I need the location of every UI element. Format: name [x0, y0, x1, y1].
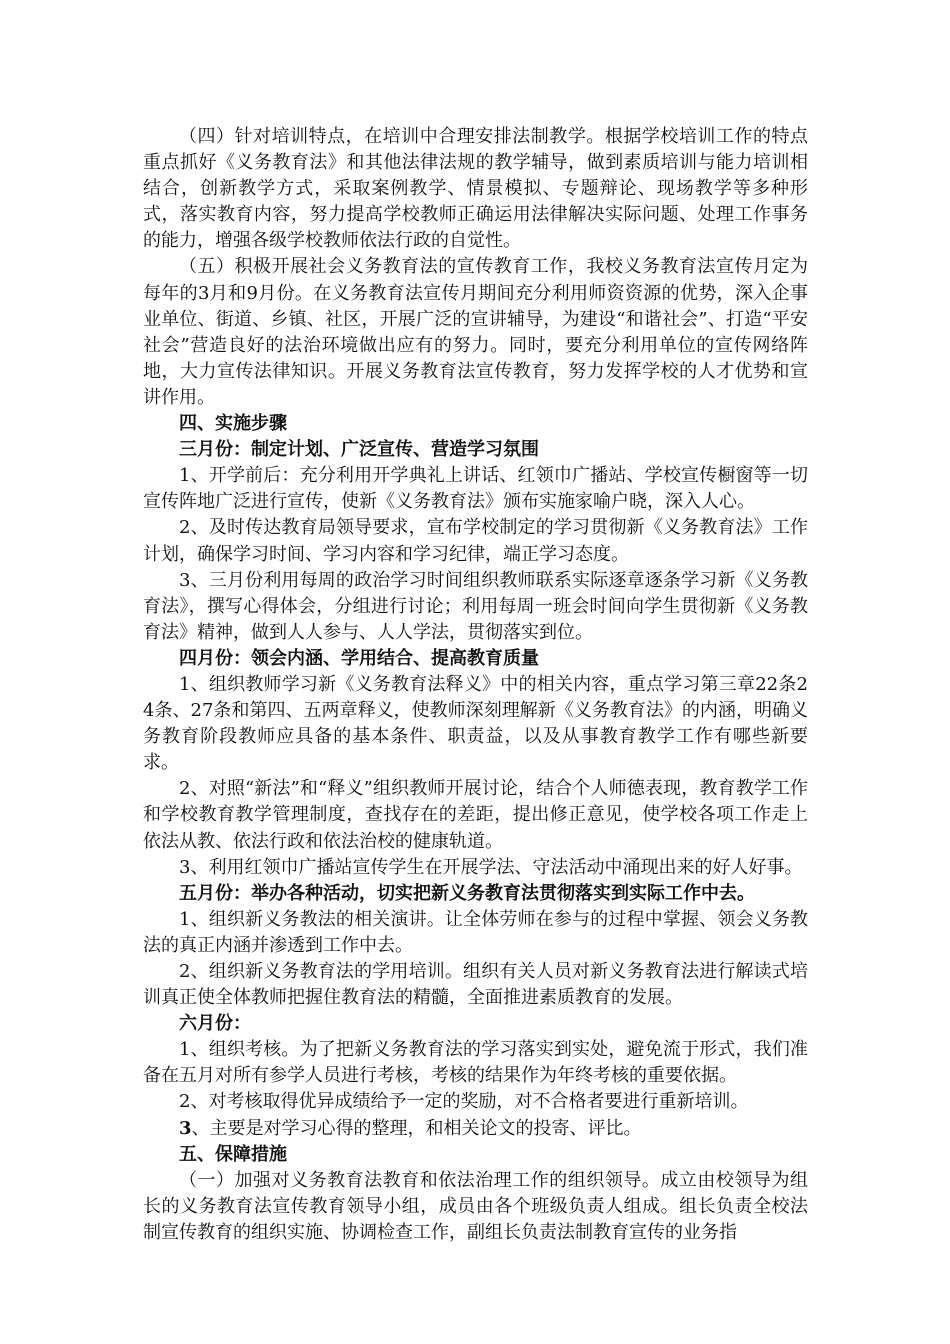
list-item: 2、对照“新法”和“释义”组织教师开展讨论，结合个人师德表现，教育教学工作和学校教育教学管理制度，查找存在的差距，提出修正意见，使学校各项工作走上依法从教、依法行政和依法治校的健康轨道。: [143, 778, 808, 852]
list-item: 2、对考核取得优异成绩给予一定的奖励，对不合格者要进行重新培训。: [179, 1091, 749, 1113]
list-item: 1、开学前后：充分利用开学典礼上讲话、红领巾广播站、学校宣传橱窗等一切宣传阵地广泛进行宣传，使新《义务教育法》颁布实施家喻户晓，深入人心。: [143, 465, 808, 513]
heading-safeguards: 五、保障措施: [179, 1143, 287, 1165]
list-item: 1、组织新义务教法的相关演讲。让全体劳师在参与的过程中掌握、领会义务教法的真正内涵并渗透到工作中去。: [143, 908, 808, 956]
list-item: 2、及时传达教育局领导要求，宣布学校制定的学习贯彻新《义务教育法》工作计划，确保学习时间、学习内容和学习纪律，端正学习态度。: [143, 517, 808, 565]
list-item-number: 3: [179, 1117, 192, 1139]
list-item: 3、利用红领巾广播站宣传学生在开展学法、守法活动中涌现出来的好人好事。: [179, 856, 803, 878]
list-item: 3、三月份利用每周的政治学习时间组织教师联系实际逐章逐条学习新《义务教育法》，撰写心得体会，分组进行讨论；利用每周一班会时间向学生贯彻新《义务教育法》精神，做到人人参与、人人学法，贯彻落实到位。: [143, 569, 808, 643]
paragraph-training-law: （四）针对培训特点，在培训中合理安排法制教学。根据学校培训工作的特点重点抓好《义务教育法》和其他法律法规的教学辅导，做到素质培训与能力培训相结合，创新教学方式，采取案例教学、情景模拟、专题辩论、现场教学等多种形式，落实教育内容，努力提高学校教师正确运用法律解决实际问题、处理工作事务的能力，增强各级学校教师依法行政的自觉性。: [143, 126, 808, 252]
heading-april: 四月份：领会内涵、学用结合、提高教育质量: [179, 647, 539, 669]
heading-may: 五月份：举办各种活动，切实把新义务教育法贯彻落实到实际工作中去。: [179, 882, 755, 904]
list-item-text: 、主要是对学习心得的整理，和相关论文的投寄、评比。: [191, 1117, 642, 1139]
paragraph-publicity-month: （五）积极开展社会义务教育法的宣传教育工作，我校义务教育法宣传月定为每年的3月和9月份。在义务教育法宣传月期间充分利用师资资源的优势，深入企事业单位、街道、乡镇、社区，开展广泛的宣讲辅导，为建设“和谐社会”、打造“平安社会”营造良好的法治环境做出应有的努力。同时，要充分利用单位的宣传网络阵地，大力宣传法律知识。开展义务教育法宣传教育，努力发挥学校的人才优势和宣讲作用。: [143, 256, 808, 408]
list-item: 2、组织新义务教育法的学用培训。组织有关人员对新义务教育法进行解读式培训真正使全体教师把握住教育法的精髓，全面推进素质教育的发展。: [143, 961, 808, 1009]
heading-implementation-steps: 四、实施步骤: [179, 413, 287, 435]
heading-june: 六月份：: [179, 1013, 251, 1035]
list-item: 1、组织教师学习新《义务教育法释义》中的相关内容，重点学习第三章22条24条、27条和第四、五两章释义，使教师深刻理解新《义务教育法》的内涵，明确义务教育阶段教师应具备的基本条件、职责益，以及从事教育教学工作有哪些新要求。: [143, 673, 808, 774]
heading-march: 三月份：制定计划、广泛宣传、营造学习氛围: [179, 439, 539, 461]
list-item: [143, 1116, 808, 1142]
document-page: [143, 124, 808, 1246]
paragraph-organization: （一）加强对义务教育法教育和依法治理工作的组织领导。成立由校领导为组长的义务教育法宣传教育领导小组，成员由各个班级负责人组成。组长负责全校法制宣传教育的组织实施、协调检查工作，副组长负责法制教育宣传的业务指: [143, 1169, 808, 1243]
list-item: 1、组织考核。为了把新义务教育法的学习落实到实处，避免流于形式，我们准备在五月对所有参学人员进行考核，考核的结果作为年终考核的重要依据。: [143, 1039, 808, 1087]
